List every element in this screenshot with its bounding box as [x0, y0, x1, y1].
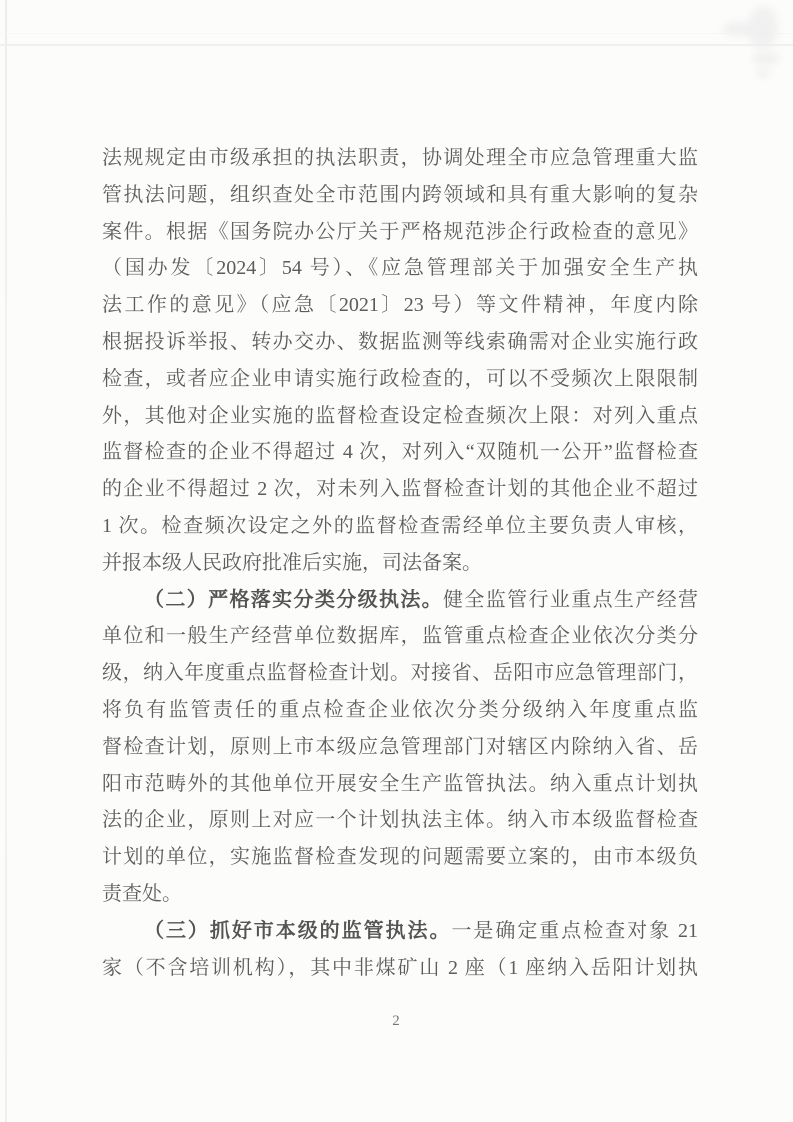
scan-streak-artifact [0, 33, 793, 34]
text-line [102, 655, 698, 692]
text-line [102, 471, 698, 508]
text-line [102, 361, 698, 398]
line-text: 责查处。 [102, 882, 182, 905]
text-line [102, 802, 698, 839]
line-text: 检查，或者应企业申请实施行政检查的，可以不受频次上限限制 [102, 367, 698, 390]
line-text: 的企业不得超过 2 次，对未列入监督检查计划的其他企业不超过 [102, 478, 698, 501]
line-text: 单位和一般生产经营单位数据库，监管重点检查企业依次分类分 [102, 625, 698, 648]
text-line [102, 692, 698, 729]
text-line [102, 545, 698, 582]
line-text: 根据投诉举报、转办交办、数据监测等线索确需对企业实施行政 [102, 330, 698, 353]
line-text: 家（不含培训机构），其中非煤矿山 2 座（1 座纳入岳阳计划执 [102, 956, 698, 979]
text-line [102, 729, 698, 766]
line-text: 健全监管行业重点生产经营 [443, 588, 698, 611]
scan-smudge-artifact [756, 68, 770, 78]
page-number: 2 [392, 1013, 401, 1029]
text-line [102, 582, 698, 619]
text-line [102, 177, 698, 214]
document-body [102, 140, 698, 986]
scan-smudge-artifact [752, 52, 780, 65]
line-text: （国办发〔2024〕54 号）、《应急管理部关于加强安全生产执 [102, 257, 698, 280]
text-line [102, 508, 698, 545]
line-text: 督检查计划，原则上市本级应急管理部门对辖区内除纳入省、岳 [102, 735, 698, 758]
paragraph-heading: （二）严格落实分类分级执法。 [144, 588, 444, 611]
line-text: 法规规定由市级承担的执法职责，协调处理全市应急管理重大监 [102, 147, 698, 169]
line-text: 计划的单位，实施监督检查发现的问题需要立案的，由市本级负 [102, 846, 698, 869]
text-line [102, 214, 698, 251]
text-line [102, 324, 698, 361]
scan-smudge-artifact [722, 22, 756, 36]
line-text: 级，纳入年度重点监督检查计划。对接省、岳阳市应急管理部门， [102, 662, 698, 685]
line-text: 法工作的意见》（应急〔2021〕23 号）等文件精神，年度内除 [102, 294, 698, 317]
line-text: 外，其他对企业实施的监督检查设定检查频次上限：对列入重点 [102, 404, 698, 427]
text-line [102, 250, 698, 287]
scan-streak-artifact [0, 44, 793, 46]
paragraph-heading: （三）抓好市本级的监管执法。 [144, 919, 452, 942]
text-line [102, 140, 698, 177]
line-text: 1 次。检查频次设定之外的监督检查需经单位主要负责人审核， [102, 514, 698, 537]
text-line [102, 766, 698, 803]
line-text: 案件。根据《国务院办公厅关于严格规范涉企行政检查的意见》 [102, 220, 698, 243]
line-text: 监督检查的企业不得超过 4 次，对列入“双随机一公开”监督检查 [102, 441, 698, 464]
line-text: 一是确定重点检查对象 21 [451, 919, 698, 942]
text-line [102, 876, 698, 913]
line-text: 管执法问题，组织查处全市范围内跨领域和具有重大影响的复杂 [102, 183, 698, 206]
text-line [102, 950, 698, 987]
scan-fold-line-artifact [5, 0, 7, 1122]
line-text: 并报本级人民政府批准后实施，司法备案。 [102, 551, 482, 574]
line-text: 将负有监管责任的重点检查企业依次分类分级纳入年度重点监 [102, 698, 698, 721]
text-line [102, 398, 698, 435]
text-line [102, 839, 698, 876]
line-text: 法的企业，原则上对应一个计划执法主体。纳入市本级监督检查 [102, 809, 698, 832]
text-line [102, 287, 698, 324]
text-line [102, 434, 698, 471]
line-text: 阳市范畴外的其他单位开展安全生产监管执法。纳入重点计划执 [102, 772, 698, 795]
text-line [102, 913, 698, 950]
text-line [102, 618, 698, 655]
